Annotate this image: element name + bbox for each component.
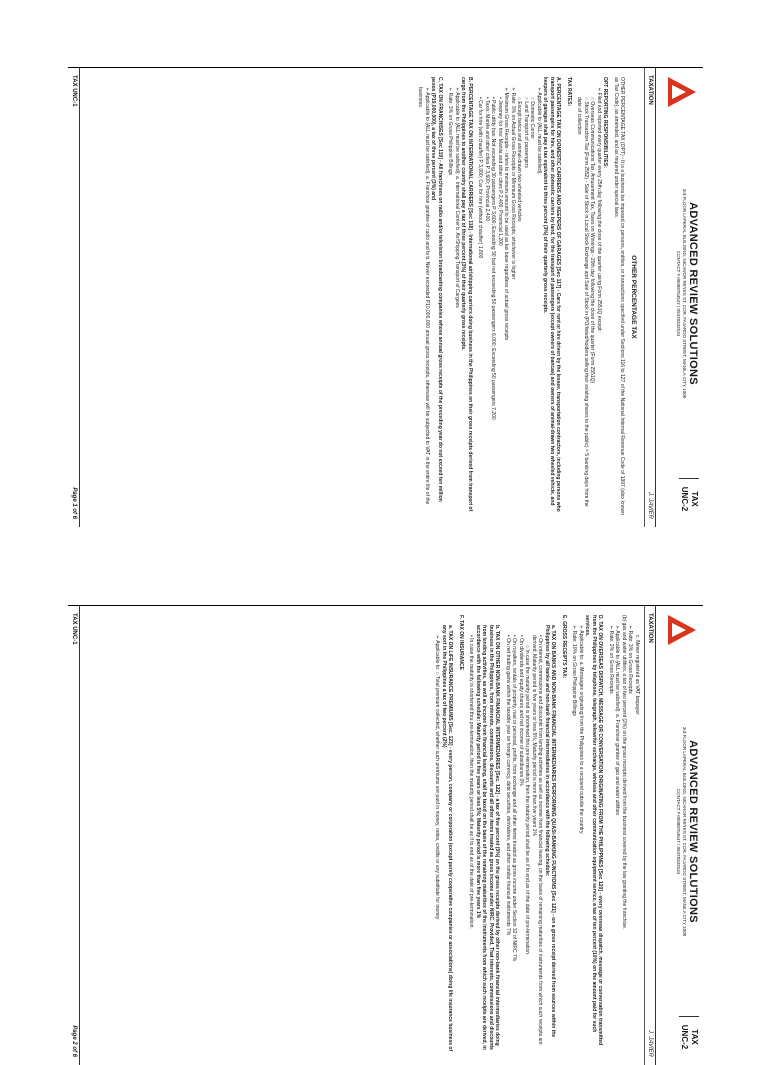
bullet-item: c. Never registered as VAT taxpayer: [634, 635, 640, 715]
bullet-item: ➢ Applicable to (ALL must be satisfied): a. International Carrier b. Air/Shipping Transport of Cargoes: [454, 87, 460, 308]
bullet-item: • Public utility bus: Not exceeding 30 passengers P 3,600; Exceeding 30 but not exceeding 50 passengers 6,000; Exceeding 50 passengers 7,200: [490, 97, 497, 420]
bullet-item: ○ Overseas Communications Tax, Amusement Tax, Taxes on Winnings - 20th day following the close of the quarter (Form 2551Q): [589, 97, 596, 384]
page-1-content: [136, 67, 644, 527]
bullet-item: ➢ Rate: 3% on Actual Gross Receipts or Minimum Gross Receipts, whichever is higher: [510, 87, 516, 280]
page-title: OTHER PERCENTAGE TAX: [630, 255, 637, 339]
organization-block: [676, 647, 699, 1016]
organization-name: ADVANCED REVIEW SOLUTIONS: [687, 202, 699, 385]
bullet-item: • On interest, commissions and discounts from lending activities as well as income from financial leasing, on the basis of remaining maturities of instruments from which such receipts are derived: Maturity period is five years or less 5%; Maturity period is more than five years 1%: [531, 635, 544, 1045]
bullet-item: ○ In case the maturity period is shortened thru pre-termination, then the maturity period shall be as if to end as of the date of pre-termination.: [524, 645, 531, 956]
section-heading: A. PERCENTAGE TAX ON DOMESTIC CARRIERS AND KEEPERS OF GARAGES [Sec 117] - Cars for rent or hire driven by the lessee, transportation contractors, including persons who transport passengers for hire, and other domestic carriers by land, for the transport of passengers (except owners of bancas) and owners of animal-drawn two wheeled vehicle, and keepers of garages shall pay a tax equivalent to three percent (3%) of their quarterly gross receipts.: [542, 77, 562, 512]
bullet-item: • Jeepney for hire: Manila and other cities P 2,400; Provincial 1,200: [497, 97, 503, 246]
code-line-2: UNC-2: [680, 1024, 689, 1050]
section-heading: B. PERCENTAGE TAX ON INTERNATIONAL CARRIERS [Sec 118] - International air/shipping carriers doing business in the Philippines on their gross receipts derived from transport of cargo from the Philippines to another country shall pay a tax of three percent (3%) of their quarterly gross receipts.: [460, 77, 473, 512]
bullet-item: ○ Stock Transaction Tax (Form 2552) - Sale of Stock in Local Stock Exchange and Sale of Stock in (PO/listed/holders selling their existing shares to the public) = 5 banking days from the date of collection: [576, 97, 589, 507]
bullet-item: ○ Except banca and animal-drawn two wheeled vehicles: [516, 97, 523, 222]
document-code: [679, 1016, 699, 1057]
bullet-item: ➢ Rate: 2% on Gross Receipts: [608, 625, 614, 694]
section-heading: E. GROSS RECEIPTS TAX:: [561, 615, 567, 679]
subject-bar: [644, 67, 655, 527]
author-label: J. JAVIER: [647, 1029, 653, 1057]
bullet-item: • In case the maturity is shortened thru pre-termination, then the maturity period shall be as if to end as of the date of pre-termination.: [468, 635, 475, 929]
bullet-item: ➢ Filed and reported every quarter every 25th day following the close of the quarter using Form 2551Q except:: [596, 87, 602, 332]
bullet-item: ➢ Rate: 3% on Gross Receipts: [627, 625, 634, 694]
page-number: Page 1 of 6: [71, 487, 77, 519]
bullet-item: ➢ Rate: 10% on Gross Philippine Billings: [571, 625, 578, 716]
paragraph: OTHER PERCENTAGE TAX (OPT) - It is a business tax imposed on persons, entities, or transactions specified under Sections 116 to 127 of the National Internal Revenue Code of 1997 (also known as Tax Code), as amended, and as required under special laws.: [613, 77, 626, 515]
bullet-item: • Taxis: Manila and other cities P 3,600; Provincial 2,400: [484, 97, 490, 222]
document-code: [679, 478, 699, 519]
bullet-item: ➢ Applicable to (ALL must be satisfied):: [536, 87, 542, 175]
triangle-logo-icon: [665, 75, 699, 109]
page-number: Page 2 of 6: [71, 1025, 77, 1057]
bullet-item: ○ Land Transport of passengers: [523, 97, 529, 168]
section-heading: C. TAX ON FRANCHISES [Sec 119] - All franchises on radio and/or television broadcasting companies whose annual gross receipts of the preceding year do not exceed ten million pesos (P10,000,000), a tax of three percent (3%) and: [430, 77, 443, 502]
section-heading: OPT REPORTING RESPONSIBILITIES:: [602, 77, 609, 168]
page-footer: [69, 605, 80, 1065]
bullet-item: ➢ Applicable to: ○ Total premium collected, whether such premiums are paid in money, notes, credits or any substitute for money: [434, 635, 441, 920]
page-footer: [69, 67, 80, 527]
organization-block: [676, 109, 699, 478]
section-heading: D. TAX ON OVERSEAS DISPATCH, MESSAGE OR CONVERSATION ORIGINATING FROM THE PHILIPPINES [Sec 120] - every overseas dispatch, message or conversation transmitted from the Philippines by telephone, telegraph, telewriter exchange, wireless and other communication equipment service, a tax of ten percent (10%) on the amount paid for such services.: [584, 615, 604, 1046]
document-page-1: [63, 67, 703, 527]
organization-contact: CONTACT # 09988754547 / 09478332534: [676, 788, 682, 875]
organization-address: 3rd FLOOR LAPERAL BUILDING, NICANOR REYES ST. COR. FAJARDO STREET, MANILA CITY 1008: [682, 726, 687, 937]
bullet-item: ➢ Applicable to (ALL must be satisfied): a. Franchise grantee of gas and water utilities: [614, 625, 621, 815]
footer-code: TAX UNC-1: [71, 613, 77, 645]
code-line-1: TAX: [690, 1029, 699, 1045]
code-line-2: UNC-2: [680, 486, 689, 512]
subject-label: TAXATION: [647, 75, 653, 105]
organization-address: 3rd FLOOR LAPERAL BUILDING, NICANOR REYES ST. COR. FAJARDO STREET, MANILA CITY 1008: [682, 188, 687, 399]
organization-name: ADVANCED REVIEW SOLUTIONS: [687, 740, 699, 923]
bullet-item: ➢ Applicable to (ALL must be satisfied): a. Franchise grantee of radio and tv b. Never exceeded P10,000,000 annual gross receipts, otherwise will be subjected to VAT in the entire life of the business.: [417, 87, 430, 505]
bullet-item: ➢ Minimum Gross Receipts - refers to minimum amount to be used as tax base regardless of actual gross receipts: [503, 87, 510, 341]
section-heading: TAX RATES:: [566, 77, 572, 107]
bullet-item: ➢ Rate: 3% on Gross Philippine Billings: [447, 87, 454, 176]
subject-label: TAXATION: [647, 613, 653, 643]
page-header: [655, 67, 703, 527]
subject-bar: [644, 605, 655, 1065]
section-heading: F. TAX ON INSURANCE: [458, 615, 464, 670]
section-heading: b. TAX ON OTHER NON-BANK FINANCIAL INTERMEDIARIES [Sec. 122] - a tax of five percent (5%) on the gross receipts derived by other non-bank financial intermediaries doing business in the Philippines, from interests, commissions, discounts and all other items treated as gross income under NIRC. Provided, That interests, commissions and discounts from lending activities, as well as income from financial leasing, shall be taxed on the basis of the remaining maturities of the instruments from which such receipts are derived, in accordance with the following schedule: Maturity period is five years or less 5%; Maturity period is more than five years 1%: [475, 625, 501, 1050]
section-heading: a. TAX ON BANKS AND NON-BANK FINANCIAL INTERMEDIARIES PERFORMING QUASI-BANKING FUNCTIONS [Sec 121] - on a gross receipt derived from sources within the Philippines by all banks and non-bank financial intermediaries in accordance with the following schedule:: [544, 625, 557, 1038]
section-heading: a. TAX ON LIFE INSURANCE PREMIUMS [Sec. 123] - every person, company or corporation (except purely cooperative companies or associations) doing life insurance business of any sort in the Philippines a tax of two percent (2%): [441, 625, 454, 1052]
page-2-content: [136, 605, 644, 1065]
bullet-item: • On net trading gains within the taxable year on foreign currency, debt securities, derivatives, and other similar financial instruments 7%: [505, 635, 511, 936]
code-line-1: TAX: [690, 491, 699, 507]
footer-code: TAX UNC-1: [71, 75, 77, 107]
paragraph: (b) gas and water utilities, a tax of two percent (2%) on the gross receipts derived from the business covered by the law granting the franchise.: [621, 615, 627, 930]
author-label: J. JAVIER: [647, 491, 653, 519]
page-header: [655, 605, 703, 1065]
organization-contact: CONTACT # 09988754547 / 09478332534: [676, 250, 682, 337]
bullet-item: • On dividends and equity shares and net income of subsidiaries 0%: [518, 635, 524, 786]
document-page-2: [63, 605, 703, 1065]
bullet-item: • Car for hire (with chauffer) P 3,000; Car for hire (without chauffer) 1,800: [477, 97, 484, 259]
bullet-item: ➢ Applicable to: a. Messages originating from the Philippines to a recipient outside the country.: [578, 625, 584, 835]
bullet-item: • On royalties, rentals of property, real or personal, profits, from exchange and all other items treated as gross income under Section 32 of NIRC 7%: [511, 635, 518, 962]
bullet-item: ○ Domestic Carrier: [529, 97, 536, 139]
triangle-logo-icon: [665, 613, 699, 647]
